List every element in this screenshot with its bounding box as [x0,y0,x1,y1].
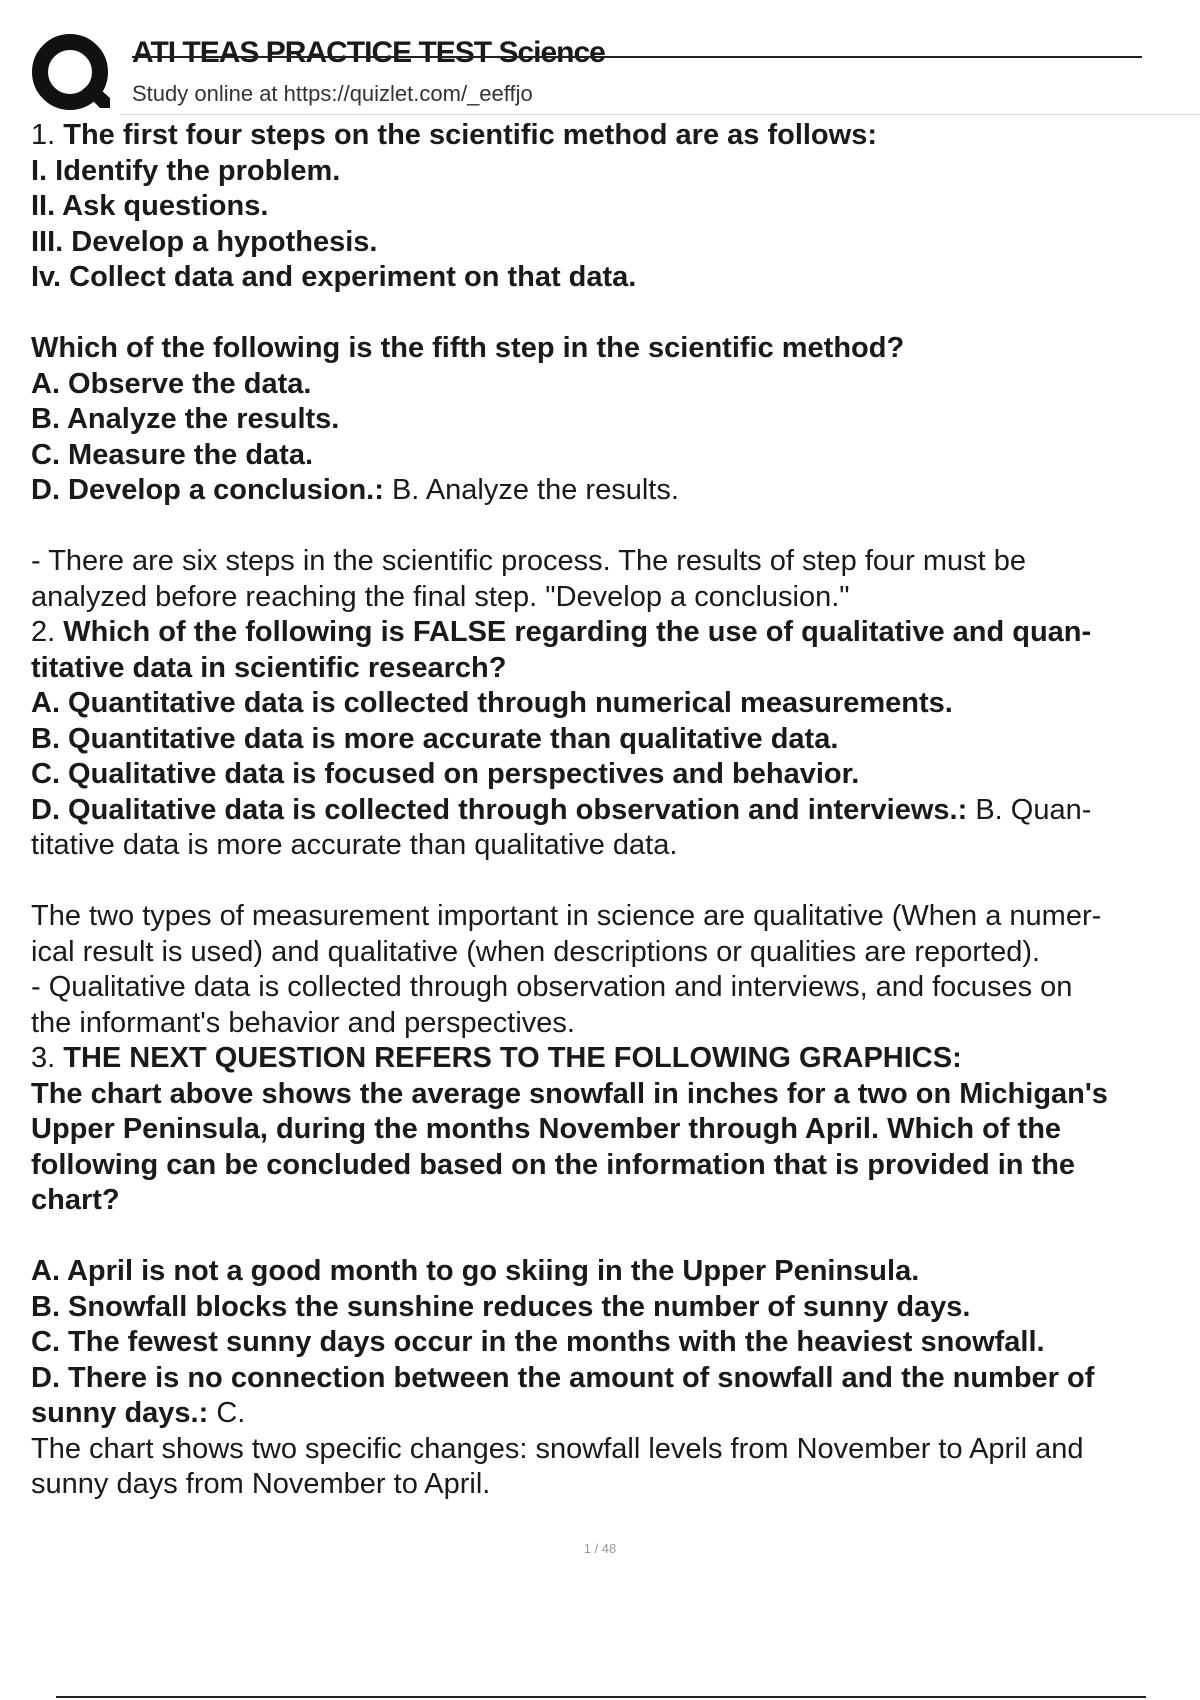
answer-option: D. Qualitative data is collected through observation and interviews.: [31,793,968,826]
question-1-intro [31,118,1200,154]
answer-option: C. The fewest sunny days occur in the months with the heaviest snowfall. [31,1326,1045,1358]
explanation-line: The chart shows two specific changes: snowfall levels from November to April and [31,1432,1084,1465]
question-2-intro [31,615,1200,651]
quizlet-logo-icon [30,32,114,116]
answer-option: A. Observe the data. [31,367,312,400]
question-prompt: The first four steps on the scientific method are as follows: [63,119,877,151]
explanation-line: - There are six steps in the scientific process. The results of step four must be [31,545,1027,577]
answer-option-with-answer [31,1396,1200,1432]
study-link[interactable]: Study online at https://quizlet.com/_eeffjo [132,81,533,106]
answer-option: D. There is no connection between the amount of snowfall and the number of [31,1361,1095,1394]
answer-option: D. Develop a conclusion.: [31,474,384,506]
question-number: 2. [31,616,56,648]
correct-answer-continued: titative data is more accurate than qualitative data. [31,829,678,861]
footer-rule [56,1696,1146,1698]
document-body [31,118,1200,1503]
spacer [31,509,1200,545]
question-prompt: Which of the following is FALSE regarding the use of qualitative and quan- [63,616,1092,648]
prompt-line: chart? [31,1184,120,1216]
question-number: 3. [31,1042,56,1074]
prompt-line: The chart above shows the average snowfall in inches for a two on Michigan's [31,1077,1108,1110]
question-1 [31,118,1200,615]
header-divider [120,114,1200,115]
spacer [31,1219,1200,1255]
explanation-line: - Qualitative data is collected through observation and interviews, and focuses on [31,971,1073,1003]
prompt-line: Upper Peninsula, during the months November through April. Which of the [31,1113,1062,1145]
prompt-line: II. Ask questions. [31,190,269,222]
prompt-line: titative data in scientific research? [31,651,507,684]
explanation-line: the informant's behavior and perspectives. [31,1006,575,1039]
correct-answer: B. Quan- [975,793,1092,826]
correct-answer: B. Analyze the results. [391,474,679,506]
answer-option: A. Quantitative data is collected through numerical measurements. [31,687,953,719]
spacer [31,864,1200,900]
explanation-line: ical result is used) and qualitative (when descriptions or qualities are reported). [31,935,1041,968]
answer-option: B. Analyze the results. [31,403,340,435]
question-3-intro [31,1041,1200,1077]
answer-option: C. Measure the data. [31,438,314,471]
answer-option: B. Snowfall blocks the sunshine reduces the number of sunny days. [31,1290,971,1323]
explanation-line: sunny days from November to April. [31,1468,491,1500]
question-heading: THE NEXT QUESTION REFERS TO THE FOLLOWING GRAPHICS: [63,1042,962,1074]
answer-option-with-answer [31,793,1200,829]
question-text: Which of the following is the fifth step in the scientific method? [31,332,905,364]
prompt-line: I. Identify the problem. [31,154,341,187]
document-title: ATI TEAS PRACTICE TEST Science [132,36,605,69]
explanation-line: The two types of measurement important in science are qualitative (When a numer- [31,900,1102,932]
explanation-line: analyzed before reaching the final step. "Develop a conclusion." [31,580,850,613]
title-rule [132,56,1142,58]
question-3 [31,1041,1200,1503]
answer-option: C. Qualitative data is focused on perspectives and behavior. [31,758,860,790]
answer-option: A. April is not a good month to go skiing in the Upper Peninsula. [31,1255,920,1287]
page-header [0,0,1200,118]
answer-option-tail: sunny days.: [31,1397,209,1429]
correct-answer: C. [216,1397,246,1429]
question-2 [31,615,1200,1041]
page-number: 1 / 48 [583,1541,617,1556]
prompt-line: III. Develop a hypothesis. [31,225,378,258]
spacer [31,296,1200,332]
prompt-line: Iv. Collect data and experiment on that data. [31,261,637,293]
question-number: 1. [31,119,56,151]
prompt-line: following can be concluded based on the information that is provided in the [31,1148,1076,1181]
answer-option-with-answer [31,473,1200,509]
answer-option: B. Quantitative data is more accurate than qualitative data. [31,722,839,755]
